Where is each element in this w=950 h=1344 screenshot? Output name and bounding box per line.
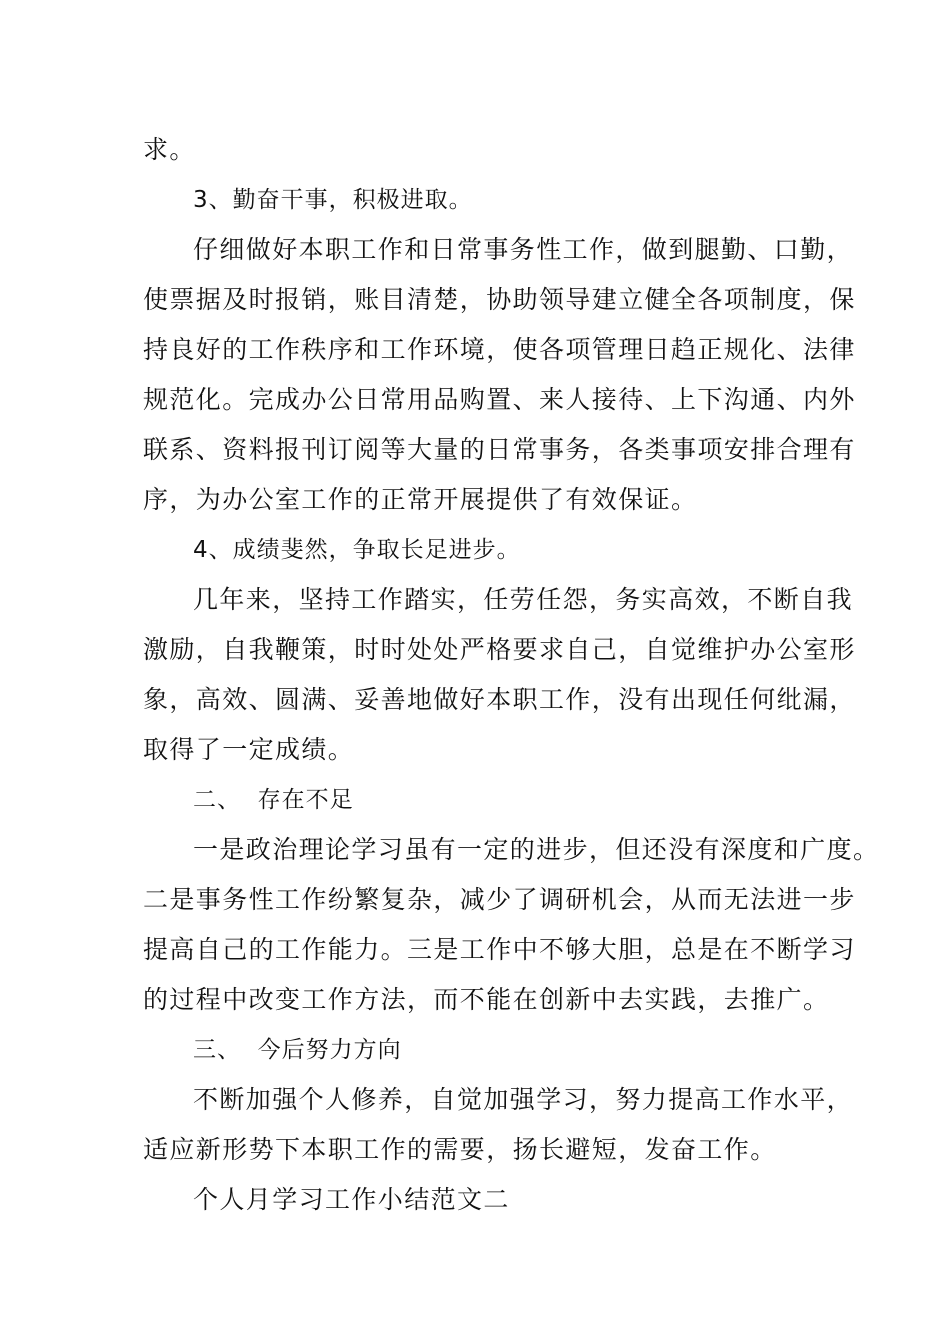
section-heading: 三、 今后努力方向 (193, 1037, 402, 1063)
paragraph-line: 仔细做好本职工作和日常事务性工作，做到腿勤、口勤， (193, 235, 854, 264)
paragraph-line: 二是事务性工作纷繁复杂，减少了调研机会，从而无法进一步 (143, 885, 856, 914)
paragraph-line: 的过程中改变工作方法，而不能在创新中去实践，去推广。 (143, 985, 830, 1014)
section-heading: 4、成绩斐然，争取长足进步。 (193, 537, 521, 563)
paragraph-line: 规范化。完成办公日常用品购置、来人接待、上下沟通、内外 (143, 385, 856, 414)
paragraph-line: 持良好的工作秩序和工作环境，使各项管理日趋正规化、法律 (143, 335, 856, 364)
document-subtitle: 个人月学习工作小结范文二 (193, 1185, 510, 1214)
paragraph-line: 激励，自我鞭策，时时处处严格要求自己，自觉维护办公室形 (143, 635, 856, 664)
paragraph-line: 几年来，坚持工作踏实，任劳任怨，务实高效，不断自我 (193, 585, 854, 614)
paragraph-line: 使票据及时报销，账目清楚，协助领导建立健全各项制度，保 (143, 285, 856, 314)
paragraph-line: 联系、资料报刊订阅等大量的日常事务，各类事项安排合理有 (143, 435, 856, 464)
paragraph-line: 求。 (143, 135, 196, 164)
paragraph-line: 取得了一定成绩。 (143, 735, 355, 764)
paragraph-line: 提高自己的工作能力。三是工作中不够大胆，总是在不断学习 (143, 935, 856, 964)
section-heading: 二、 存在不足 (193, 787, 354, 813)
paragraph-line: 一是政治理论学习虽有一定的进步，但还没有深度和广度。 (193, 835, 880, 864)
paragraph-line: 象，高效、圆满、妥善地做好本职工作，没有出现任何纰漏， (143, 685, 856, 714)
section-heading: 3、勤奋干事，积极进取。 (193, 187, 473, 213)
paragraph-line: 序，为办公室工作的正常开展提供了有效保证。 (143, 485, 698, 514)
paragraph-line: 不断加强个人修养，自觉加强学习，努力提高工作水平， (193, 1085, 854, 1114)
paragraph-line: 适应新形势下本职工作的需要，扬长避短，发奋工作。 (143, 1135, 777, 1164)
